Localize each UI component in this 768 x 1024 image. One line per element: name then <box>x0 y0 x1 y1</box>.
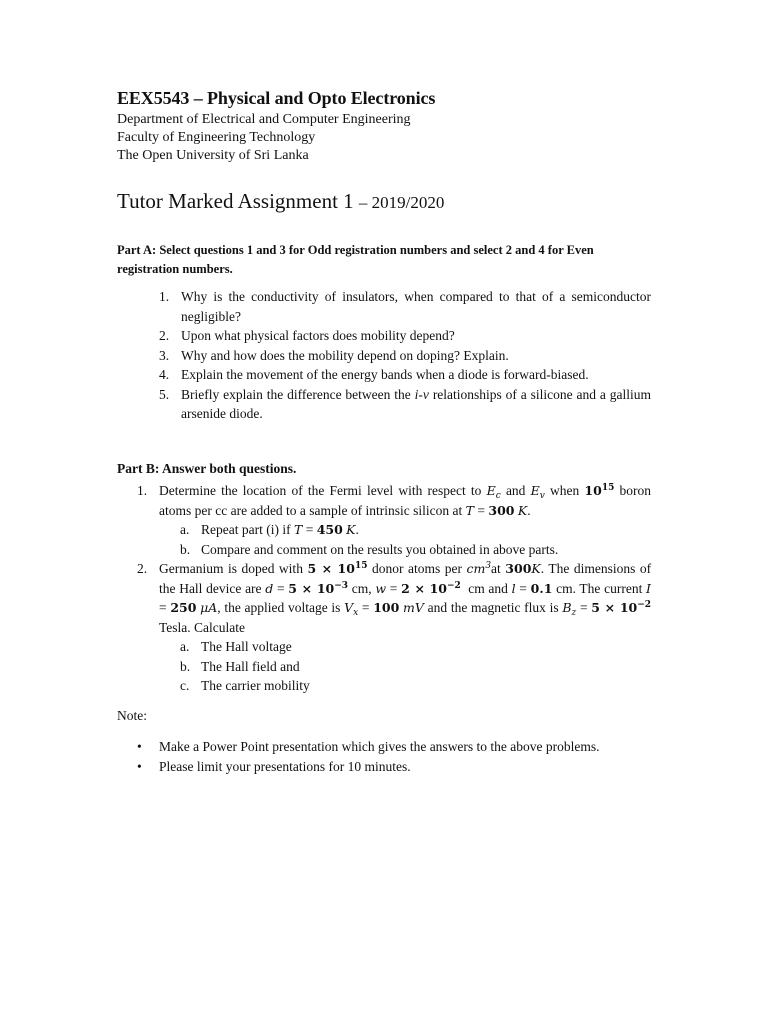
math-mv: mV <box>403 600 424 615</box>
math-300: 300 <box>488 502 515 518</box>
assignment-title <box>117 189 444 214</box>
math-bz: $B_z$ <box>562 600 577 618</box>
part-b-heading: Part B: Answer both questions. <box>117 461 297 476</box>
question-text: Repeat part (i) if <box>201 522 291 537</box>
math-k: K <box>531 561 541 576</box>
question-text: Upon what physical factors does mobility depend? <box>181 328 455 343</box>
assignment-title-text: Tutor Marked Assignment 1 <box>117 189 354 213</box>
part-b-question-2b: b. The Hall field and <box>180 658 300 674</box>
math-300: 300 <box>505 561 532 576</box>
question-text: , the applied voltage is <box>217 600 341 615</box>
question-text: when <box>550 483 580 498</box>
math-i-val: 250 <box>170 600 197 615</box>
math-w: w <box>375 580 387 596</box>
question-text: and <box>505 483 526 498</box>
part-a-question-5: 5. Briefly explain the difference between the i-v relationships of a silicone and a gallium arsenide diode. <box>159 386 652 421</box>
part-b-questions <box>117 481 651 696</box>
question-text: Tesla. Calculate <box>159 619 246 635</box>
math-d: d <box>265 580 274 596</box>
math-donor-conc: $5 \times 10^{15}$ <box>307 561 368 576</box>
question-text: The Hall voltage <box>201 639 292 654</box>
part-a-question-2: 2. Upon what physical factors does mobility depend? <box>159 328 455 343</box>
bullet-icon: • <box>137 758 142 774</box>
question-text: Why and how does the mobility depend on doping? Explain. <box>181 347 509 363</box>
question-text: Explain the movement of the energy bands when a diode is forward-biased. <box>181 367 589 382</box>
question-text: cm, <box>351 580 372 596</box>
note-list <box>117 737 651 776</box>
math-k: K <box>517 502 528 518</box>
question-text: relationships of a silicone and a gallium arsenide diode. <box>181 386 652 421</box>
math-d-val: $5 \times 10^{-3}$ <box>288 580 349 596</box>
part-b-question-2: 2. Germanium is doped with $5 \times 10^{15}$ donor atoms per $cm^3at$ 300K. The dimensions of the Hall device are $d = 5 \times 10^{-3}$ cm, $w = 2 \times 10^{-2}$ cm and l = 0.1 cm. The current I = 250 μA, the applied voltage is $V_x = 100$ mV and the magnetic flux is $B_z = 5 \times 10^{-2}$ Tesla. Calculate <box>137 561 652 635</box>
note-text: Please limit your presentations for 10 minutes. <box>159 758 411 774</box>
math-i: I <box>646 580 651 596</box>
part-b-question-1a: a. Repeat part (i) if T = 450 K. <box>180 522 359 537</box>
part-b-question-2a: a. The Hall voltage <box>180 639 292 654</box>
iv-term: i-v <box>414 386 429 402</box>
question-text: cm and <box>468 580 508 596</box>
math-ev: $E_v$ <box>530 483 545 501</box>
math-vx: $V_x$ <box>344 600 359 618</box>
question-text: at <box>491 561 501 576</box>
math-l-val: 0.1 <box>530 580 553 596</box>
math-vx-val: 100 <box>373 600 400 615</box>
question-text: donor atoms per <box>371 561 462 576</box>
note-label: Note: <box>117 708 147 723</box>
question-text: Compare and comment on the results you obtained in above parts. <box>201 541 559 557</box>
question-text: boron atoms per cc are added to a sample of intrinsic silicon at <box>159 483 652 518</box>
math-450: 450 <box>316 522 343 537</box>
note-bullet-2 <box>117 757 651 777</box>
part-a-question-4: 4. Explain the movement of the energy bands when a diode is forward-biased. <box>159 367 589 382</box>
question-text: Why is the conductivity of insulators, when compared to that of a semiconductor negligible? <box>181 289 651 324</box>
part-a-question-1: 1. Why is the conductivity of insulators, when compared to that of a semiconductor negligible? <box>159 289 651 324</box>
math-k: K <box>346 522 356 537</box>
part-a-instruction: Part A: Select questions 1 and 3 for Odd registration numbers and select 2 and 4 for Even registration numbers. <box>117 243 594 276</box>
question-text: . The dimensions of the Hall device are <box>159 561 652 596</box>
university-line: The Open University of Sri Lanka <box>117 148 309 163</box>
question-text: Briefly explain the difference between the <box>181 386 411 402</box>
math-temp-300: T <box>465 502 474 518</box>
assignment-year: – 2019/2020 <box>358 193 445 212</box>
math-ua: μA <box>200 600 218 615</box>
question-text: cm. The current <box>556 580 643 596</box>
course-title: EEX5543 – Physical and Opto Electronics <box>117 88 436 108</box>
math-cm3: $cm^3$ <box>466 561 492 576</box>
part-a-questions <box>117 287 651 424</box>
math-w-val: $2 \times 10^{-2}$ <box>401 580 461 596</box>
math-bz-val: $5 \times 10^{-2}$ <box>591 600 652 615</box>
question-text: The carrier mobility <box>201 678 310 693</box>
question-text: Germanium is doped with <box>159 561 303 576</box>
part-b-question-2c: c. The carrier mobility <box>180 678 310 693</box>
math-l: l <box>511 580 516 596</box>
part-a-question-3: 3. Why and how does the mobility depend on doping? Explain. <box>159 347 509 363</box>
department-line: Department of Electrical and Computer Engineering <box>117 112 411 127</box>
note-bullet-1 <box>117 737 651 757</box>
math-temp-450: T <box>293 522 303 537</box>
question-text: The Hall field and <box>201 658 300 674</box>
faculty-line: Faculty of Engineering Technology <box>117 130 316 145</box>
note-text: Make a Power Point presentation which gives the answers to the above problems. <box>159 739 600 754</box>
question-text: Determine the location of the Fermi level with respect to <box>159 483 482 498</box>
bullet-icon: • <box>137 739 142 754</box>
math-eq-300: = <box>474 502 489 518</box>
part-b-question-1: 1. Determine the location of the Fermi level with respect to $E_c$ and $E_v$ when $10^{15}$ boron atoms per cc are added to a sample of intrinsic silicon at T = 300 K. <box>137 483 652 518</box>
math-ec: $E_c$ <box>486 483 501 501</box>
question-text: and the magnetic flux is <box>427 600 559 615</box>
part-b-question-1b: b. Compare and comment on the results you obtained in above parts. <box>180 541 559 557</box>
math-doping: $10^{15}$ <box>584 483 615 498</box>
